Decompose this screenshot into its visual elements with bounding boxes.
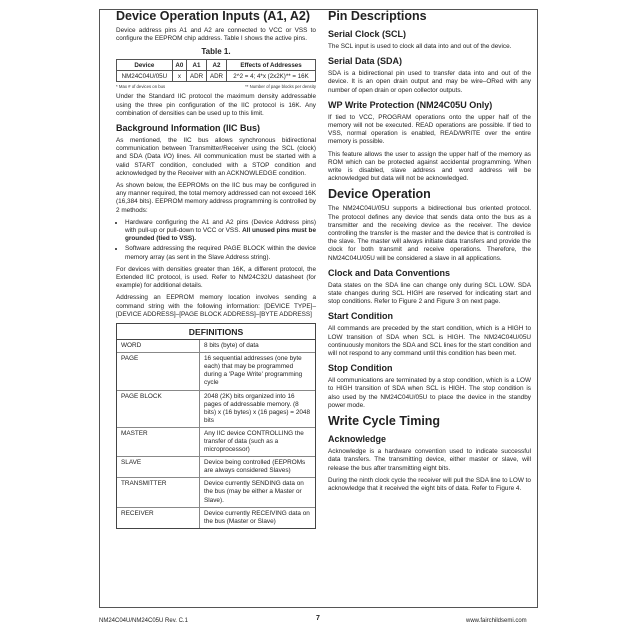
definition-desc: Device currently RECEIVING data on the bus (Master or Slave) xyxy=(204,509,310,525)
definition-term: PAGE BLOCK xyxy=(117,391,200,427)
table-cell: NM24C04U/05U xyxy=(117,71,173,82)
footer-page-number: 7 xyxy=(316,615,320,622)
definition-term: PAGE xyxy=(117,353,200,389)
definition-term: RECEIVER xyxy=(117,508,200,528)
subsection-title-start: Start Condition xyxy=(328,311,393,322)
subsection-title-clock: Clock and Data Conventions xyxy=(328,267,451,278)
table-cell: 2^2 = 4; 4*x (2x2K)** = 16K xyxy=(226,71,315,82)
definition-desc: 8 bits (byte) of data xyxy=(204,342,259,350)
acknowledge-text-2: During the ninth clock cycle the receiver will pull the SDA line to LOW to acknowledge that it received the eight bits of data. Refer to Figure 4. xyxy=(328,476,531,492)
table-row xyxy=(117,353,315,390)
clock-text: Data states on the SDA line can change only during SCL LOW. SDA state changes during SCL HIGH are reserved for indicating start and stop conditions. Refer to Figure 2 and Figure 3 on next page. xyxy=(328,281,531,306)
acknowledge-text: Acknowledge is a hardware convention used to indicate successful data transfers. The transmitting device, either master or slave, will release the bus after transmitting eight bits. xyxy=(328,448,531,472)
footnote-2: ** Number of page blocks per density xyxy=(245,84,316,90)
subsection-title-acknowledge: Acknowledge xyxy=(328,434,387,445)
background-paragraph-3: For devices with densities greater than 16K, a different protocol, the Extended IIC protocol, is used. Refer to NM24C32U datasheet (for example) for additional details. xyxy=(116,265,316,290)
bullet-1-bold: All unused pins must be grounded (tied to VSS). xyxy=(125,227,317,243)
background-paragraph-1: As mentioned, the IIC bus allows synchronous bidirectional communication between Transmitter/Receiver using the SCL (clock) and SDA (Data I/O) lines. All communication must be started with a valid START condition, concluded with a STOP condition and acknowledged by the Receiver with an ACKNOWLEDGE condition. xyxy=(116,137,316,177)
table-cell: ADR xyxy=(207,71,227,82)
table-row xyxy=(117,428,315,457)
address-table xyxy=(116,59,316,82)
table-cell: ADR xyxy=(187,71,207,82)
bullet-2-text: Software addressing the required PAGE BLOCK within the device memory array (as sent in the Slave Address string). xyxy=(125,245,316,261)
left-column xyxy=(116,9,316,529)
section-title-pin-descriptions: Pin Descriptions xyxy=(328,9,427,23)
table-cell: x xyxy=(172,71,186,82)
list-item xyxy=(125,219,316,244)
definition-desc: 16 sequential addresses (one byte each) that may be programmed during a 'Page Write' programming cycle xyxy=(204,355,303,387)
table-header-cell: Device xyxy=(117,60,173,71)
definition-term: WORD xyxy=(117,340,200,352)
section-title-device-operation: Device Operation xyxy=(328,187,431,202)
footer-doc-id: NM24C04U/NM24C05U Rev. C.1 xyxy=(99,618,188,624)
table-row xyxy=(117,71,316,82)
wp-text: If tied to VCC, PROGRAM operations onto the upper half of the memory will not be executed. READ operations are possible. If tied to VSS, normal operation is enabled, READ/WRITE over the entire memory is possible. xyxy=(328,113,531,146)
table-header-cell: A2 xyxy=(207,60,227,71)
section-title-write-cycle: Write Cycle Timing xyxy=(328,414,441,429)
table-row xyxy=(117,508,315,528)
subsection-title-scl: Serial Clock (SCL) xyxy=(328,29,407,39)
right-column xyxy=(328,9,531,497)
list-item xyxy=(125,245,316,261)
definition-term: SLAVE xyxy=(117,457,200,477)
scl-text: The SCL input is used to clock all data into and out of the device. xyxy=(328,43,512,50)
footnote-1: * Max # of devices on bus xyxy=(116,84,166,90)
definition-desc: 2048 (2K) bits organized into 16 pages of addressable memory. (8 bits) x (16 bytes) x (16 pages) = 2048 bits xyxy=(204,392,311,424)
subsection-title-sda: Serial Data (SDA) xyxy=(328,56,403,67)
table-caption: Table 1. xyxy=(201,47,231,57)
background-paragraph-4: Addressing an EEPROM memory location involves sending a command string with the following information: [DEVICE TYPE]–[DEVICE ADDRESS]–[PAGE BLOCK ADDRESS]–[BYTE ADDRESS] xyxy=(116,294,316,318)
background-paragraph-2: As shown below, the EEPROMs on the IIC bus may be configured in any manner required, the total memory addressed can not exceed 16K (16,384 bits). EEPROM memory address programming is controlled by 2 methods: xyxy=(116,182,317,214)
table-row xyxy=(117,478,315,507)
footer-website: www.fairchildsemi.com xyxy=(466,618,527,624)
definition-desc: Any IIC device CONTROLLING the transfer of data (such as a microprocessor) xyxy=(204,429,304,454)
definitions-title: DEFINITIONS xyxy=(117,324,315,340)
definition-term: TRANSMITTER xyxy=(117,478,200,506)
subsection-title-stop: Stop Condition xyxy=(328,363,393,374)
under-table-text: Under the Standard IIC protocol the maximum density addressable using the three pin configuration of the IIC protocol is 16K. Any combination of densities can be used up to this limit. xyxy=(116,93,316,117)
bullet-1-text: Hardware configuring the A1 and A2 pins (Device Address pins) with pull-up or pull-down to VCC or VSS. xyxy=(125,218,316,235)
device-inputs-intro: Device address pins A1 and A2 are connected to VCC or VSS to configure the EEPROM chip address. Table I shows the active pins. xyxy=(116,27,316,43)
table-header-cell: A1 xyxy=(187,60,207,71)
definition-term: MASTER xyxy=(117,428,200,456)
table-row xyxy=(117,391,315,428)
definition-desc: Device currently SENDING data on the bus (may be either a Master or Slave). xyxy=(204,480,304,504)
method-list xyxy=(116,219,316,262)
subsection-title-wp: WP Write Protection (NM24C05U Only) xyxy=(328,99,493,110)
wp-text-2: This feature allows the user to assign the upper half of the memory as ROM which can be protected against accidental programming. When write is disabled, slave address and word address will be acknowledged but data will not be acknowledged. xyxy=(328,150,531,183)
section-title-device-inputs: Device Operation Inputs (A1, A2) xyxy=(116,9,311,23)
sda-text: SDA is a bidirectional pin used to transfer data into and out of the device. It is an open drain output and may be wire–ORed with any number of open drain or open collector outputs. xyxy=(328,70,531,94)
table-header-row xyxy=(117,60,316,71)
section-title-background: Background Information (IIC Bus) xyxy=(116,123,260,134)
start-text: All commands are preceded by the start condition, which is a HIGH to LOW transition of SDA when SCL is HIGH. The NM24C04U/05U continuously monitors the SDA and SCL lines for the start condition and will not respond to any command until this condition has been met. xyxy=(328,325,531,358)
stop-text: All communications are terminated by a stop condition, which is a LOW to HIGH transition of SDA when SCL is HIGH. The stop condition is also used by the NM24C04U/05U to place the device in the standby power mode. xyxy=(328,377,531,409)
definitions-table xyxy=(116,323,316,529)
table-row xyxy=(117,340,315,353)
table-header-cell: A0 xyxy=(172,60,186,71)
table-footnotes xyxy=(116,84,316,89)
table-row xyxy=(117,457,315,478)
definition-desc: Device being controlled (EEPROMs are always considered Slaves) xyxy=(204,459,306,475)
table-header-cell: Effects of Addresses xyxy=(226,60,315,71)
device-operation-text: The NM24C04U/05U supports a bidirectional bus oriented protocol. The protocol defines any device that sends data onto the bus as a transmitter and the receiving device as the receiver. The device controlling the transfer is the master and the device that is controlled is the slave. The master will always initiate data transfers and provide the clock for both transmit and receive operations. Therefore, the NM24C04U/05U will be considered a slave in all applications. xyxy=(328,205,531,262)
